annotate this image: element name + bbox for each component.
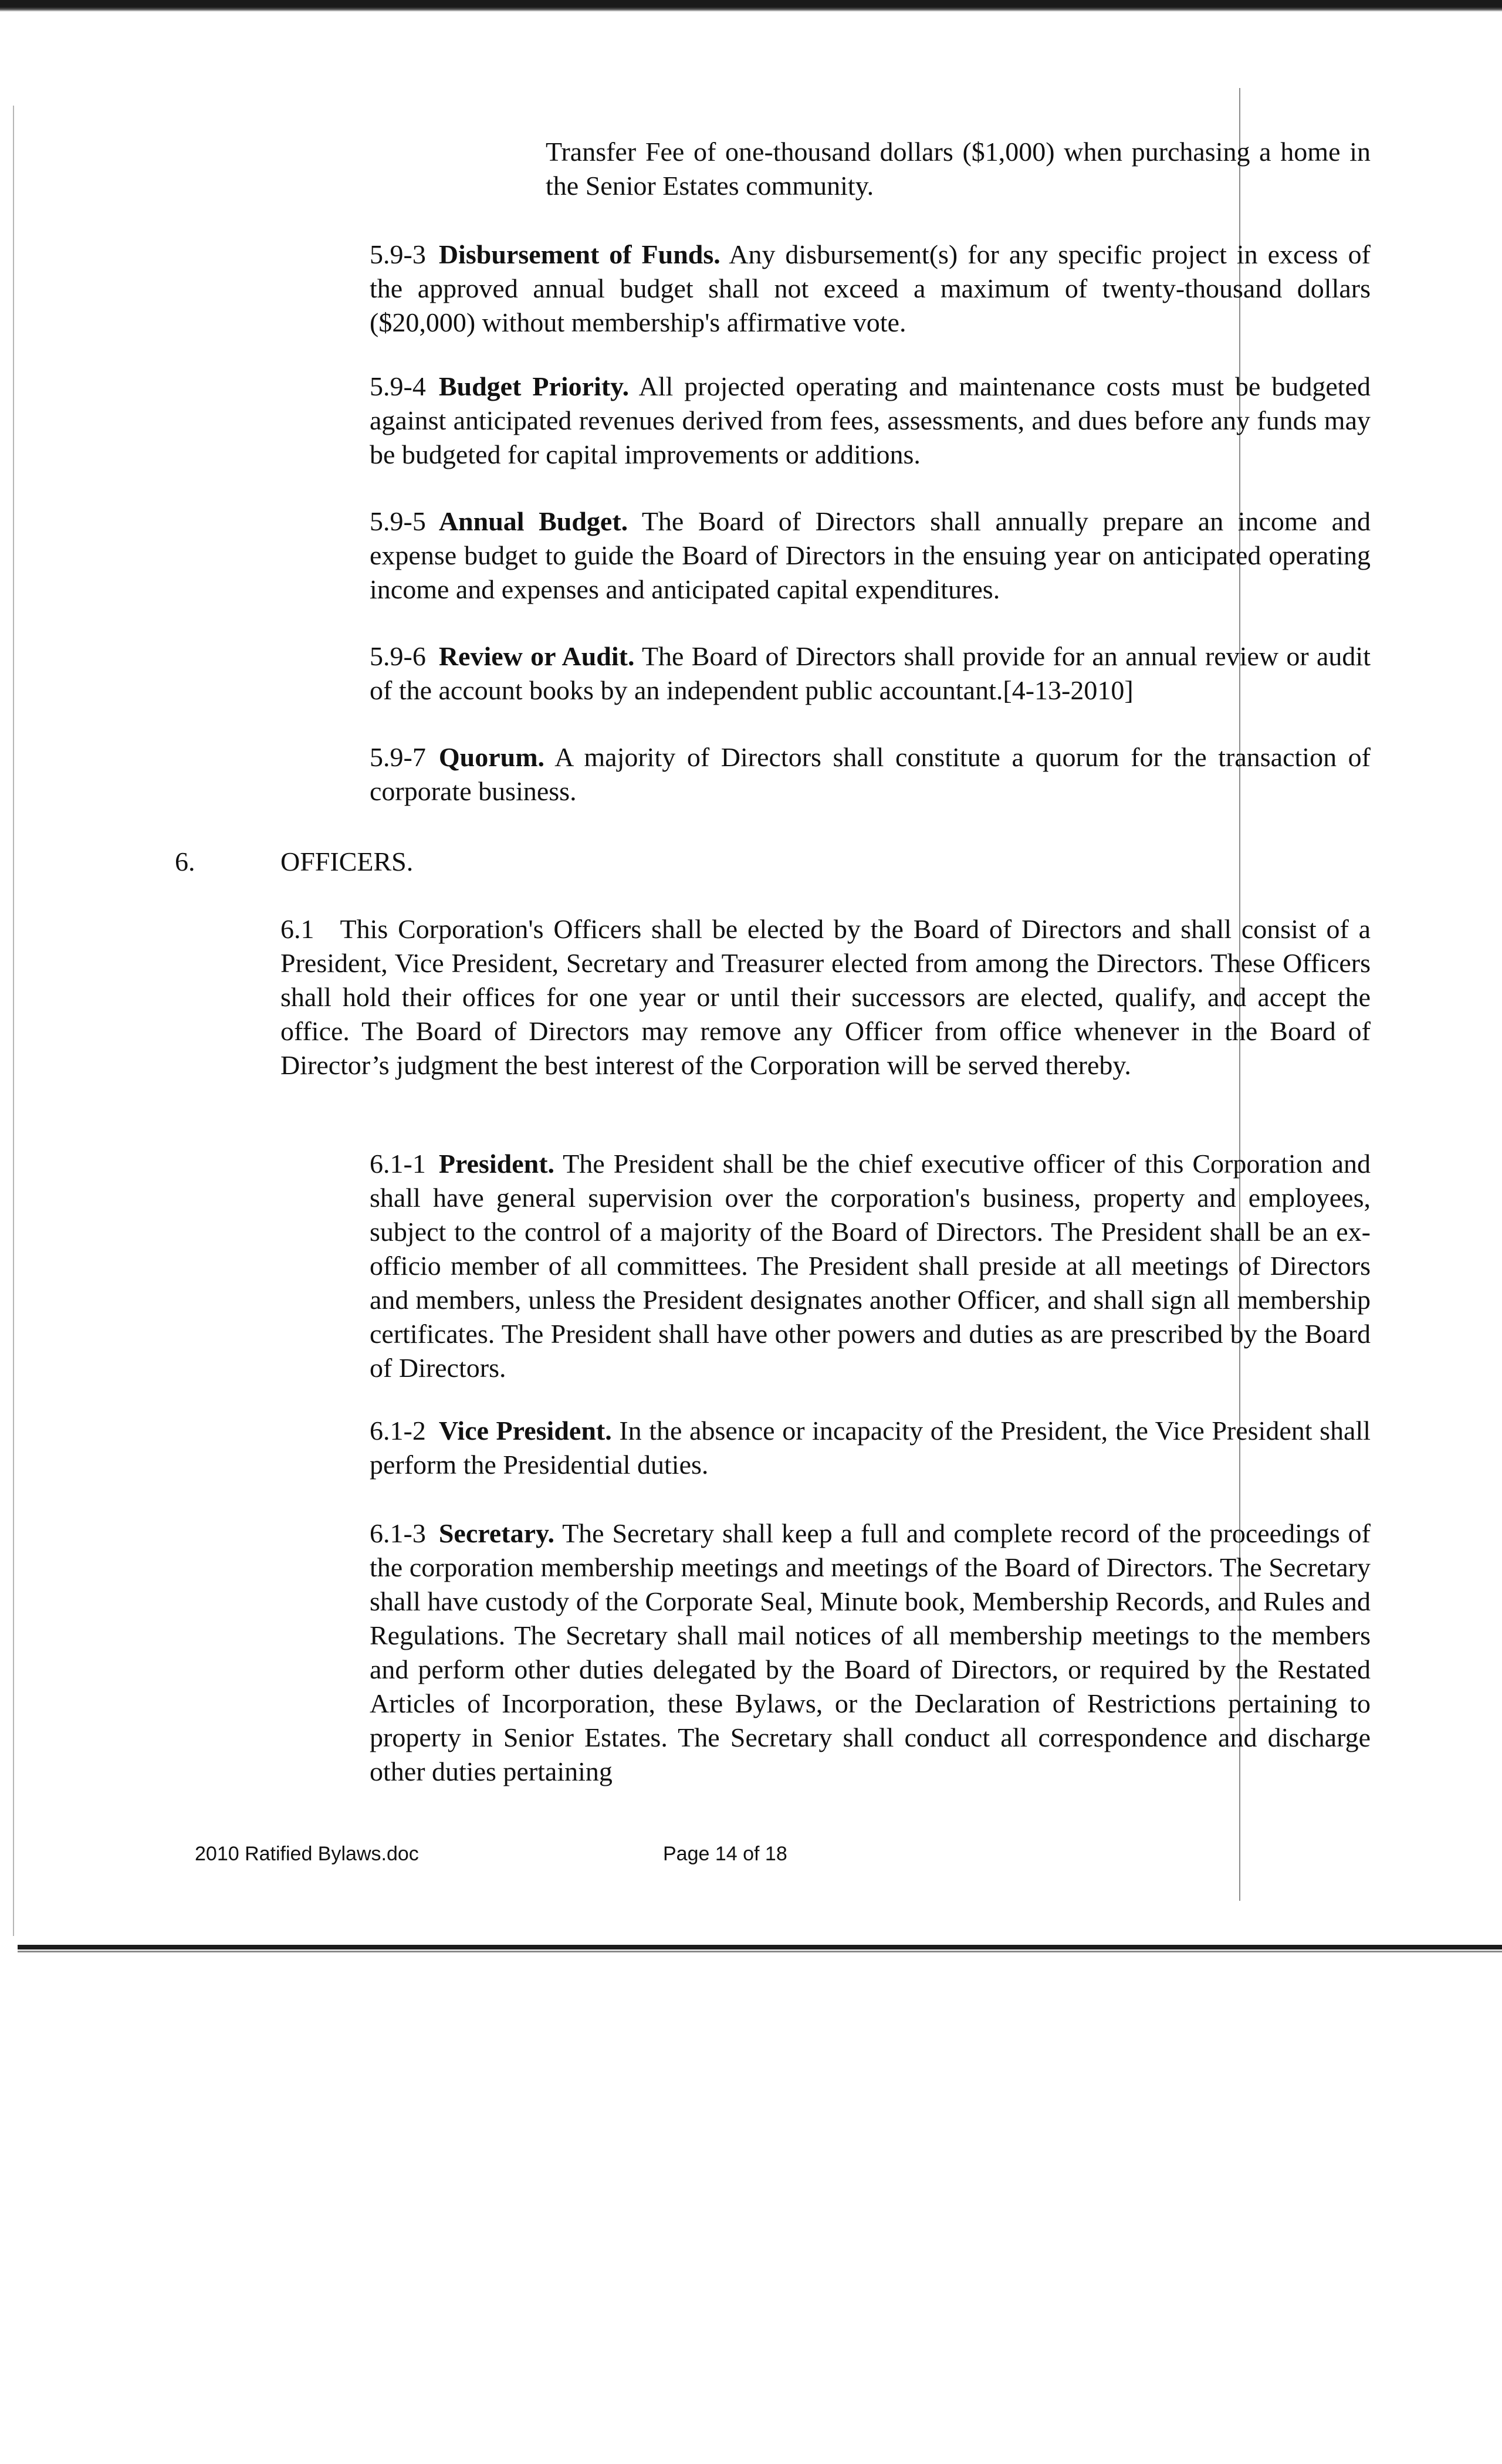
section-title: Quorum. [438, 742, 545, 772]
section-number: 6.1-2 [370, 1416, 426, 1446]
section-title: Secretary. [438, 1518, 554, 1548]
section-5-9-7 [370, 740, 1371, 808]
section-body: In the absence or incapacity of the President, the Vice President shall perform the Presidential duties. [370, 1416, 1371, 1480]
section-body: The President shall be the chief executive officer of this Corporation and shall have general supervision over the corporation's business, property and employees, subject to the control of a majority of the Board of Directors. The President shall be an ex-officio member of all committees. The President shall preside at all meetings of Directors and members, unless the President designates another Officer, and shall sign all membership certificates. The President shall have other powers and duties as are prescribed by the Board of Directors. [370, 1149, 1371, 1383]
scan-bottom-border [18, 1945, 1502, 1949]
section-title: Budget Priority. [438, 371, 630, 401]
section-number: 5.9-4 [370, 371, 426, 401]
section-number: 6.1 [280, 914, 314, 944]
section-body: All projected operating and maintenance costs must be budgeted against anticipated revenues derived from fees, assessments, and dues before any funds may be budgeted for capital improvements or additions. [370, 371, 1371, 469]
section-body: The Board of Directors shall provide for an annual review or audit of the account books by an independent public accountant.[4-13-2010] [370, 641, 1371, 705]
section-body: The Board of Directors shall annually prepare an income and expense budget to guide the Board of Directors in the ensuing year on anticipated operating income and expenses and anticipated capital expenditures. [370, 506, 1371, 604]
section-body: The Secretary shall keep a full and complete record of the proceedings of the corporation membership meetings and meetings of the Board of Directors. The Secretary shall have custody of the Corporate Seal, Minute book, Membership Records, and Rules and Regulations. The Secretary shall mail notices of all membership meetings to the members and perform other duties delegated by the Board of Directors, or required by the Restated Articles of Incorporation, these Bylaws, or the Declaration of Restrictions pertaining to property in Senior Estates. The Secretary shall conduct all correspondence and discharge other duties pertaining [370, 1518, 1371, 1786]
section-5-9-5 [370, 505, 1371, 607]
section-number: 5.9-6 [370, 641, 426, 671]
scan-top-border [0, 0, 1502, 12]
section-body: Any disbursement(s) for any specific project in excess of the approved annual budget shall not exceed a maximum of twenty-thousand dollars ($20,000) without membership's affirmative vote. [370, 239, 1371, 337]
section-title: Disbursement of Funds. [438, 239, 720, 269]
section-number: 5.9-7 [370, 742, 426, 772]
section-number: 6.1-3 [370, 1518, 426, 1548]
section-6-1 [280, 912, 1371, 1082]
scan-bottom-border-shadow [18, 1951, 1502, 1952]
section-body: A majority of Directors shall constitute a quorum for the transaction of corporate business. [370, 742, 1371, 806]
section-6-1-3 [370, 1517, 1371, 1789]
section-5-9-4 [370, 370, 1371, 472]
section-title: President. [438, 1149, 555, 1179]
section-6-1-2 [370, 1414, 1371, 1482]
section-5-9-3 [370, 238, 1371, 340]
section-6-heading [175, 845, 413, 879]
section-6-1-1 [370, 1147, 1371, 1385]
section-5-9-6 [370, 639, 1371, 708]
section-title: Review or Audit. [438, 641, 635, 671]
intro-paragraph: Transfer Fee of one-thousand dollars ($1,000) when purchasing a home in the Senior Estates community. [546, 137, 1371, 201]
footer-filename: 2010 Ratified Bylaws.doc [195, 1843, 419, 1865]
section-number: 5.9-5 [370, 506, 426, 536]
section-body: This Corporation's Officers shall be elected by the Board of Directors and shall consist of a President, Vice President, Secretary and Treasurer elected from among the Directors. These Officers shall hold their offices for one year or until their successors are elected, qualify, and accept the office. The Board of Directors may remove any Officer from office whenever in the Board of Director’s judgment the best interest of the Corporation will be served thereby. [280, 914, 1371, 1080]
section-number: 5.9-3 [370, 239, 426, 269]
section-title: Annual Budget. [438, 506, 628, 536]
section-title: Vice President. [438, 1416, 612, 1446]
section-number: 6. [175, 847, 195, 876]
footer-page-number: Page 14 of 18 [663, 1843, 787, 1865]
scan-left-edge [13, 106, 14, 1936]
section-title: OFFICERS. [280, 847, 414, 876]
section-number: 6.1-1 [370, 1149, 426, 1179]
